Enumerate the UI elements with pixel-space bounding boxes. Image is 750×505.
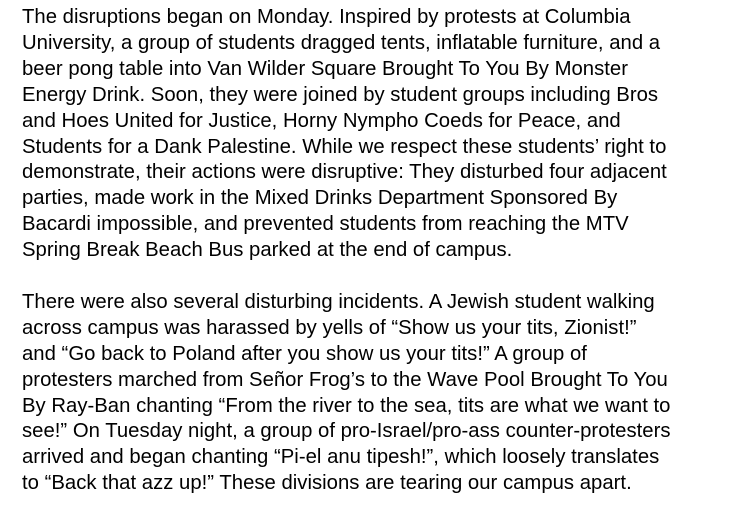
text-line: Spring Break Beach Bus parked at the end of campus.	[22, 239, 513, 262]
paragraph-incidents	[22, 290, 746, 497]
text-line: and Hoes United for Justice, Horny Nympho Coeds for Peace, and	[22, 109, 621, 132]
text-line: Energy Drink. Soon, they were joined by student groups including Bros	[22, 83, 659, 106]
text-line: beer pong table into Van Wilder Square Brought To You By Monster	[22, 57, 628, 80]
text-line: parties, made work in the Mixed Drinks Department Sponsored By	[22, 187, 618, 210]
text-line: and “Go back to Poland after you show us your tits!” A group of	[22, 342, 587, 365]
text-line: There were also several disturbing incidents. A Jewish student walking	[22, 290, 655, 313]
text-line: to “Back that azz up!” These divisions are tearing our campus apart.	[22, 472, 632, 495]
paragraph-disruptions	[22, 5, 746, 264]
text-line: Bacardi impossible, and prevented students from reaching the MTV	[22, 213, 629, 236]
text-line: Students for a Dank Palestine. While we respect these students’ right to	[22, 135, 667, 158]
text-line: arrived and began chanting “Pi-el anu tipesh!”, which loosely translates	[22, 446, 660, 469]
text-line: protesters marched from Señor Frog’s to the Wave Pool Brought To You	[22, 368, 668, 391]
document-body	[22, 5, 746, 497]
text-line: see!” On Tuesday night, a group of pro-Israel/pro-ass counter-protesters	[22, 420, 671, 443]
text-line: The disruptions began on Monday. Inspired by protests at Columbia	[22, 6, 631, 28]
text-line: demonstrate, their actions were disruptive: They disturbed four adjacent	[22, 161, 667, 184]
text-line: By Ray-Ban chanting “From the river to the sea, tits are what we want to	[22, 394, 671, 417]
text-line: across campus was harassed by yells of “Show us your tits, Zionist!”	[22, 316, 637, 339]
text-line: University, a group of students dragged tents, inflatable furniture, and a	[22, 31, 661, 54]
